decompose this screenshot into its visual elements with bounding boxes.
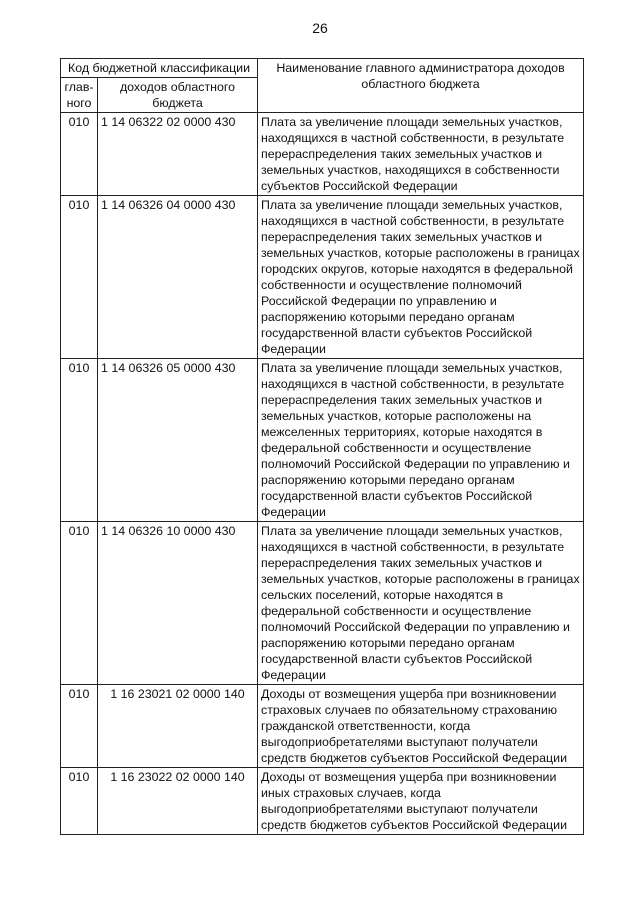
table-row bbox=[61, 768, 584, 835]
budget-classification-table bbox=[60, 58, 584, 835]
income-code-header: доходов областного бюджета bbox=[98, 78, 258, 113]
code-group-header: Код бюджетной классификации bbox=[61, 59, 258, 78]
table-row bbox=[61, 196, 584, 359]
income-code: 1 14 06326 04 0000 430 bbox=[98, 196, 258, 359]
income-name: Доходы от возмещения ущерба при возникновении страховых случаев по обязательному страхованию гражданской ответственности, когда выгодоприобретателями выступают получатели средств бюджетов субъектов Российской Федерации bbox=[258, 685, 584, 768]
income-code: 1 14 06326 05 0000 430 bbox=[98, 359, 258, 522]
income-code: 1 14 06326 10 0000 430 bbox=[98, 522, 258, 685]
admin-name-header: Наименование главного администратора доходов областного бюджета bbox=[258, 59, 584, 113]
income-name: Плата за увеличение площади земельных участков, находящихся в частной собственности, в результате перераспределения таких земельных участков и земельных участков, которые расположены в границах сельских поселений, которые находятся в федеральной собственности и осуществление полномочий Российской Федерации по управлению и распоряжению которыми передано органам государственной власти субъектов Российской Федерации bbox=[258, 522, 584, 685]
income-name: Доходы от возмещения ущерба при возникновении иных страховых случаев, когда выгодоприобретателями выступают получатели средств бюджетов субъектов Российской Федерации bbox=[258, 768, 584, 835]
table-row bbox=[61, 113, 584, 196]
income-name: Плата за увеличение площади земельных участков, находящихся в частной собственности, в результате перераспределения таких земельных участков и земельных участков, которые расположены на межселенных территориях, которые находятся в федеральной собственности и осуществление полномочий Российской Федерации по управлению и распоряжению которыми передано органам государственной власти субъектов Российской Федерации bbox=[258, 359, 584, 522]
income-code: 1 16 23022 02 0000 140 bbox=[98, 768, 258, 835]
main-admin-code: 010 bbox=[61, 196, 98, 359]
main-admin-code: 010 bbox=[61, 685, 98, 768]
table-body bbox=[61, 113, 584, 835]
main-admin-header: глав- ного bbox=[61, 78, 98, 113]
main-admin-code: 010 bbox=[61, 768, 98, 835]
main-admin-code: 010 bbox=[61, 113, 98, 196]
table-row bbox=[61, 522, 584, 685]
page-number: 26 bbox=[312, 20, 328, 36]
table-row bbox=[61, 685, 584, 768]
main-admin-code: 010 bbox=[61, 522, 98, 685]
table-row bbox=[61, 359, 584, 522]
income-name: Плата за увеличение площади земельных участков, находящихся в частной собственности, в результате перераспределения таких земельных участков и земельных участков, находящихся в собственности субъектов Российской Федерации bbox=[258, 113, 584, 196]
income-code: 1 16 23021 02 0000 140 bbox=[98, 685, 258, 768]
income-name: Плата за увеличение площади земельных участков, находящихся в частной собственности, в результате перераспределения таких земельных участков и земельных участков, которые расположены в границах городских округов, которые находятся в федеральной собственности и осуществление полномочий Российской Федерации по управлению и распоряжению которыми передано органам государственной власти субъектов Российской Федерации bbox=[258, 196, 584, 359]
main-admin-code: 010 bbox=[61, 359, 98, 522]
income-code: 1 14 06322 02 0000 430 bbox=[98, 113, 258, 196]
table-header-row-1 bbox=[61, 59, 584, 78]
